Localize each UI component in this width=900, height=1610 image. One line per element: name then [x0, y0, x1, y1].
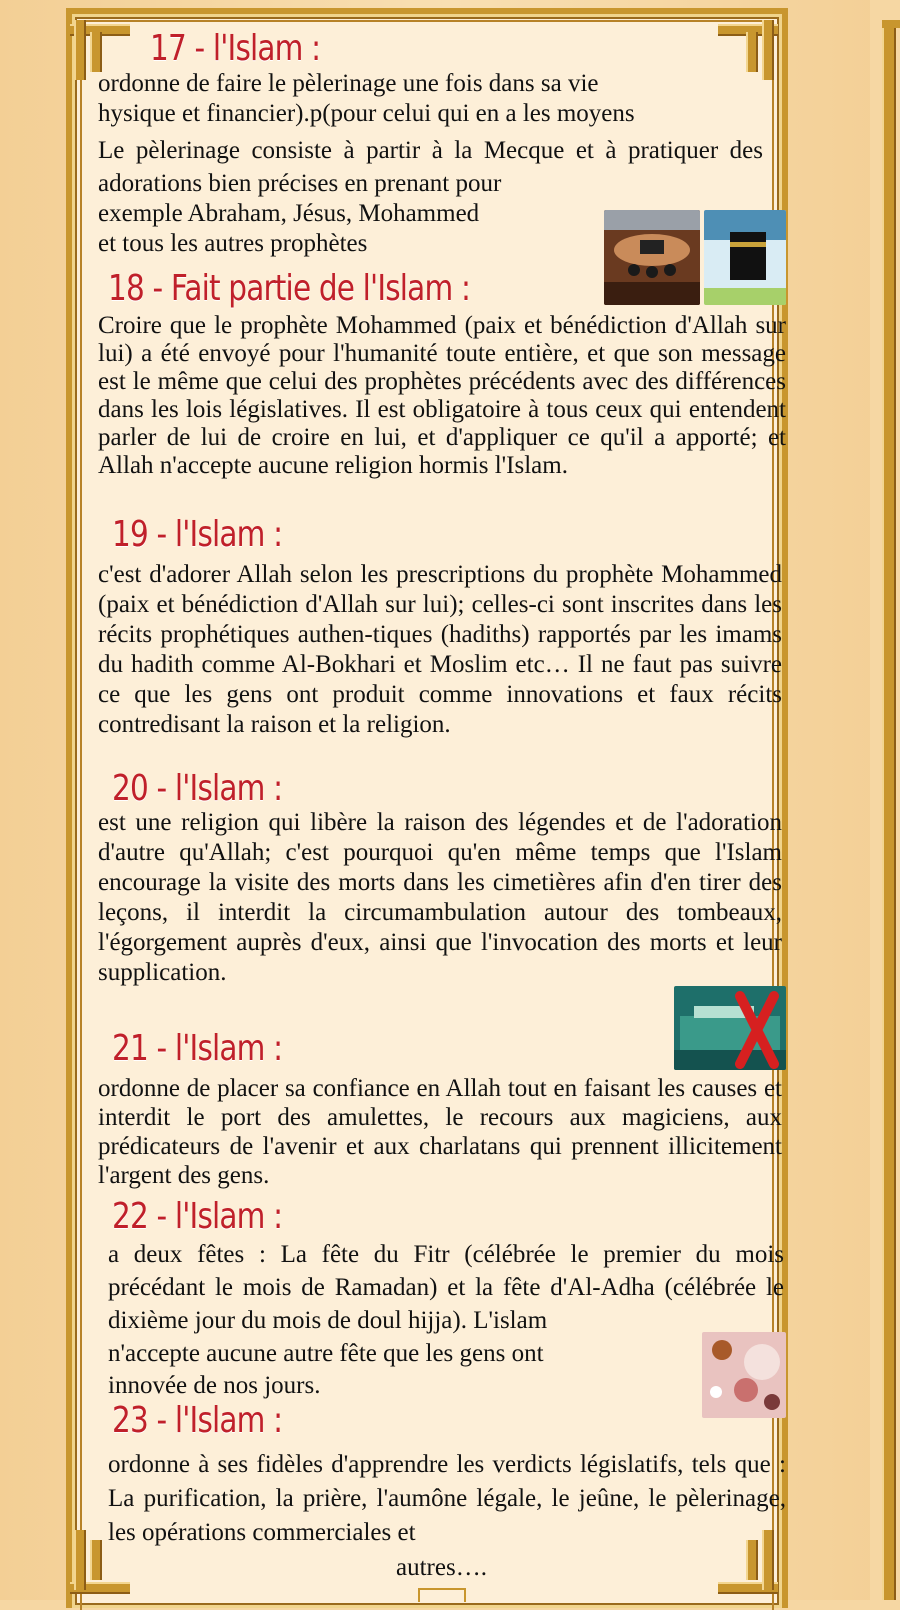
- section-21-text: ordonne de placer sa confiance en Allah tout en faisant les causes et interdit le port des amulettes, le recours aux magiciens, aux prédicateurs de l'avenir et aux charlatans qui prennent illicitement l'argent des gens.: [98, 1075, 782, 1189]
- section-17-heading: 17 - l'Islam :: [150, 28, 321, 69]
- section-22-heading: 22 - l'Islam :: [112, 1196, 283, 1237]
- section-19-text: c'est d'adorer Allah selon les prescriptions du prophète Mohammed (paix et bénédiction d'Allah sur lui); celles-ci sont inscrites dans les récits prophétiques authen-tiques (hadiths) rapportés par les imams du hadith comme Al-Bokhari et Moslim etc… Il ne faut pas suivre ce que les gens ont produit comme innovations et faux récits contredisant la raison et la religion.: [98, 561, 782, 738]
- section-20-heading: 20 - l'Islam :: [112, 768, 283, 809]
- section-19-heading: 19 - l'Islam :: [112, 514, 283, 555]
- section-17-line-1: ordonne de faire le pèlerinage une fois dans sa vie: [98, 70, 599, 97]
- section-17-line-3: Le pèlerinage consiste à partir à la Mecque et à pratiquer des adorations bien précises en prenant pour: [98, 137, 763, 197]
- section-22-line-2: n'accepte aucune autre fête que les gens ont: [108, 1340, 544, 1367]
- section-23-line-2: autres….: [396, 1554, 487, 1581]
- section-22-text: a deux fêtes : La fête du Fitr (célébrée le premier du mois précédant le mois de Ramadan) et la fête d'Al-Adha (célébrée le dixième jour du mois de doul hijja). L'islam: [108, 1241, 784, 1334]
- kaaba-photo: [704, 210, 786, 305]
- section-22-line-3: innovée de nos jours.: [108, 1372, 321, 1399]
- festival-photo: [702, 1332, 786, 1418]
- section-17-line-4: exemple Abraham, Jésus, Mohammed: [98, 200, 480, 227]
- section-18-text: Croire que le prophète Mohammed (paix et bénédiction d'Allah sur lui) a été envoyé pour l'humanité toute entière, et que son message est le même que celui des prophètes précédents avec des différences dans les lois législatives. Il est obligatoire à tous ceux qui entendent parler de lui de croire en lui, et d'appliquer ce qu'il a apporté; et Allah n'accepte aucune religion hormis l'Islam.: [98, 312, 786, 479]
- next-page-edge: [870, 0, 900, 1600]
- section-17-line-2: hysique et financier).p(pour celui qui en a les moyens: [98, 100, 635, 127]
- section-18-heading: 18 - Fait partie de l'Islam :: [108, 268, 471, 309]
- tomb-prohibited-photo: [674, 986, 786, 1070]
- section-23-text: ordonne à ses fidèles d'apprendre les verdicts législatifs, tels que : La purification, la prière, l'aumône légale, le jeûne, le pèlerinage, les opérations commerciales et: [108, 1451, 786, 1546]
- hajj-crowd-photo: [604, 210, 700, 305]
- section-23-heading: 23 - l'Islam :: [112, 1400, 283, 1441]
- section-21-heading: 21 - l'Islam :: [112, 1028, 283, 1069]
- section-17-line-5: et tous les autres prophètes: [98, 230, 368, 257]
- section-20-text: est une religion qui libère la raison des légendes et de l'adoration d'autre qu'Allah; c'est pourquoi qu'en même temps que l'Islam encourage la visite des morts dans les cimetières afin d'en tirer des leçons, il interdit la circumambulation autour des tombeaux, l'égorgement auprès d'eux, ainsi que l'invocation des morts et leur supplication.: [98, 809, 782, 986]
